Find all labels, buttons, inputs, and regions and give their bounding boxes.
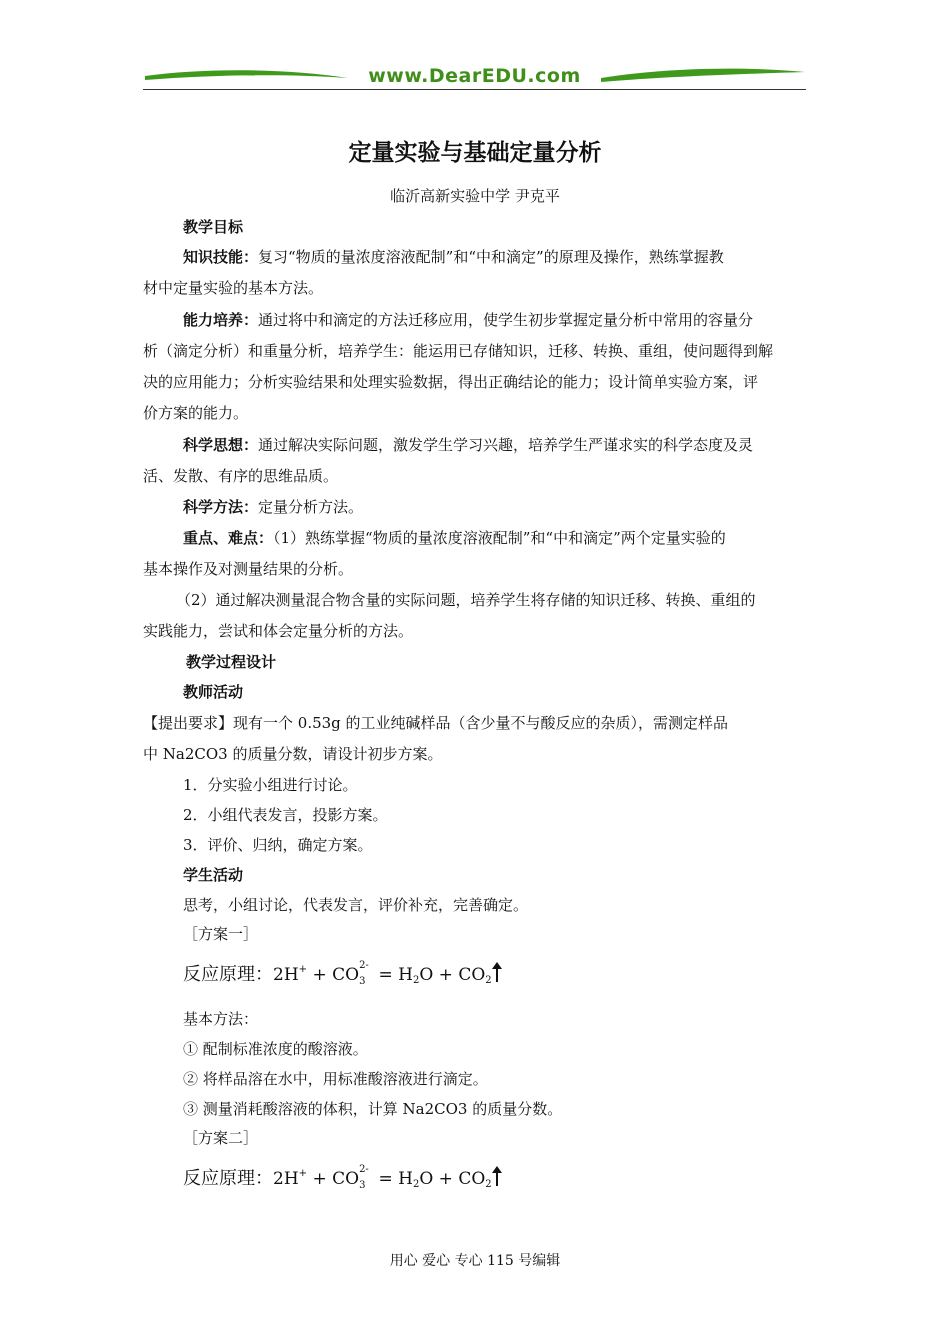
equation-label-2: 反应原理： — [183, 1168, 273, 1189]
eq-h2o-h: H — [398, 965, 413, 985]
ability-text-1: 通过将中和滴定的方法迁移应用，使学生初步掌握定量分析中常用的容量分 — [258, 311, 754, 329]
eq-h2o-sub: 2 — [412, 975, 420, 986]
eq2-equals: = — [378, 1169, 393, 1189]
eq2-h2o-o: O — [419, 1169, 434, 1189]
basic-method-label: 基本方法： — [183, 1010, 259, 1028]
eq2-co3: CO — [332, 1169, 360, 1189]
eq-co3-charge: 2- — [359, 960, 369, 971]
method-label: 科学方法： — [183, 498, 259, 516]
site-name[interactable]: www.DearEDU.com — [368, 65, 581, 87]
header-divider — [143, 89, 806, 90]
equation-plan-1 — [183, 960, 498, 986]
ability-label: 能力培养： — [183, 311, 259, 329]
knowledge-line-2: 材中定量实验的基本方法。 — [143, 279, 324, 297]
eq-co2: CO — [458, 965, 486, 985]
keypoints-line-1 — [183, 527, 726, 548]
eq-plus-2: + — [438, 965, 453, 985]
method-step-3: ③ 测量消耗酸溶液的体积，计算 Na2CO3 的质量分数。 — [183, 1100, 563, 1118]
thinking-line-2: 活、发散、有序的思维品质。 — [143, 467, 339, 485]
keypoints-line-2: 基本操作及对测量结果的分析。 — [143, 560, 354, 578]
step-3: 3．评价、归纳，确定方案。 — [183, 836, 373, 854]
eq2-h: 2H — [273, 1169, 299, 1189]
ability-line-3: 决的应用能力；分析实验结果和处理实验数据，得出正确结论的能力；设计简单实验方案，评 — [143, 373, 759, 391]
ability-line-1 — [183, 309, 753, 330]
method-text: 定量分析方法。 — [258, 498, 364, 516]
step-1: 1．分实验小组进行讨论。 — [183, 776, 358, 794]
keypoints-line-3: （2）通过解决测量混合物含量的实际问题，培养学生将存储的知识迁移、转换、重组的 — [176, 591, 756, 609]
method-step-1: ① 配制标准浓度的酸溶液。 — [183, 1040, 368, 1058]
eq-h: 2H — [273, 965, 299, 985]
eq2-h-charge: + — [298, 1168, 308, 1179]
author: 临沂高新实验中学 尹克平 — [390, 187, 560, 205]
step-2: 2．小组代表发言，投影方案。 — [183, 806, 388, 824]
keypoints-label: 重点、难点： — [183, 529, 274, 547]
eq2-plus: + — [312, 1169, 327, 1189]
eq2-co2-sub: 2 — [485, 1179, 492, 1190]
requirement-line-2: 中 Na2CO3 的质量分数，请设计初步方案。 — [143, 745, 443, 763]
eq2-h2o-sub: 2 — [412, 1179, 420, 1190]
requirement-label: 【提出要求】 — [143, 714, 234, 732]
knowledge-label: 知识技能： — [183, 248, 259, 266]
goals-heading: 教学目标 — [183, 218, 244, 236]
eq-plus: + — [312, 965, 327, 985]
plan-1-label: ［方案一］ — [183, 925, 259, 943]
knowledge-text-1: 复习“物质的量浓度溶液配制”和“中和滴定”的原理及操作，熟练掌握教 — [258, 248, 724, 266]
thinking-text-1: 通过解决实际问题，激发学生学习兴趣，培养学生严谨求实的科学态度及灵 — [258, 436, 754, 454]
requirement-text-1: 现有一个 0.53g 的工业纯碱样品（含少量不与酸反应的杂质），需测定样品 — [233, 714, 729, 732]
thinking-line-1 — [183, 434, 753, 455]
process-heading: 教学过程设计 — [186, 653, 277, 671]
eq-equals: = — [378, 965, 393, 985]
eq2-h2o-h: H — [398, 1169, 413, 1189]
eq2-plus-2: + — [438, 1169, 453, 1189]
equation-label: 反应原理： — [183, 964, 273, 985]
keypoints-line-4: 实践能力，尝试和体会定量分析的方法。 — [143, 622, 414, 640]
eq-co2-sub: 2 — [485, 975, 492, 986]
keypoints-text-1: （1）熟练掌握“物质的量浓度溶液配制”和“中和滴定”两个定量实验的 — [273, 529, 726, 547]
eq2-co2: CO — [458, 1169, 486, 1189]
eq-h-charge: + — [298, 964, 308, 975]
thinking-label: 科学思想： — [183, 436, 259, 454]
equation-plan-2 — [183, 1164, 498, 1190]
plan-2-label: ［方案二］ — [183, 1129, 259, 1147]
student-text: 思考，小组讨论，代表发言，评价补充，完善确定。 — [183, 896, 529, 914]
page-title: 定量实验与基础定量分析 — [348, 139, 602, 166]
ability-line-2: 析（滴定分析）和重量分析，培养学生：能运用已存储知识，迁移、转换、重组，使问题得到解 — [143, 342, 774, 360]
method-step-2: ② 将样品溶在水中，用标准酸溶液进行滴定。 — [183, 1070, 488, 1088]
ability-line-4: 价方案的能力。 — [143, 404, 249, 422]
eq-co3-sub: 3 — [359, 976, 366, 987]
method-line — [183, 496, 363, 517]
eq-h2o-o: O — [419, 965, 434, 985]
eq2-co3-sub: 3 — [359, 1180, 366, 1191]
page-footer: 用心 爱心 专心 115 号编辑 — [389, 1253, 561, 1269]
knowledge-line-1 — [183, 246, 724, 267]
student-heading: 学生活动 — [183, 866, 244, 884]
requirement-line-1 — [143, 712, 728, 733]
site-header — [143, 62, 806, 92]
gas-arrow-icon — [496, 1170, 498, 1186]
eq2-co3-charge: 2- — [359, 1164, 369, 1175]
eq-co3: CO — [332, 965, 360, 985]
gas-arrow-icon — [496, 966, 498, 982]
teacher-heading: 教师活动 — [183, 683, 244, 701]
